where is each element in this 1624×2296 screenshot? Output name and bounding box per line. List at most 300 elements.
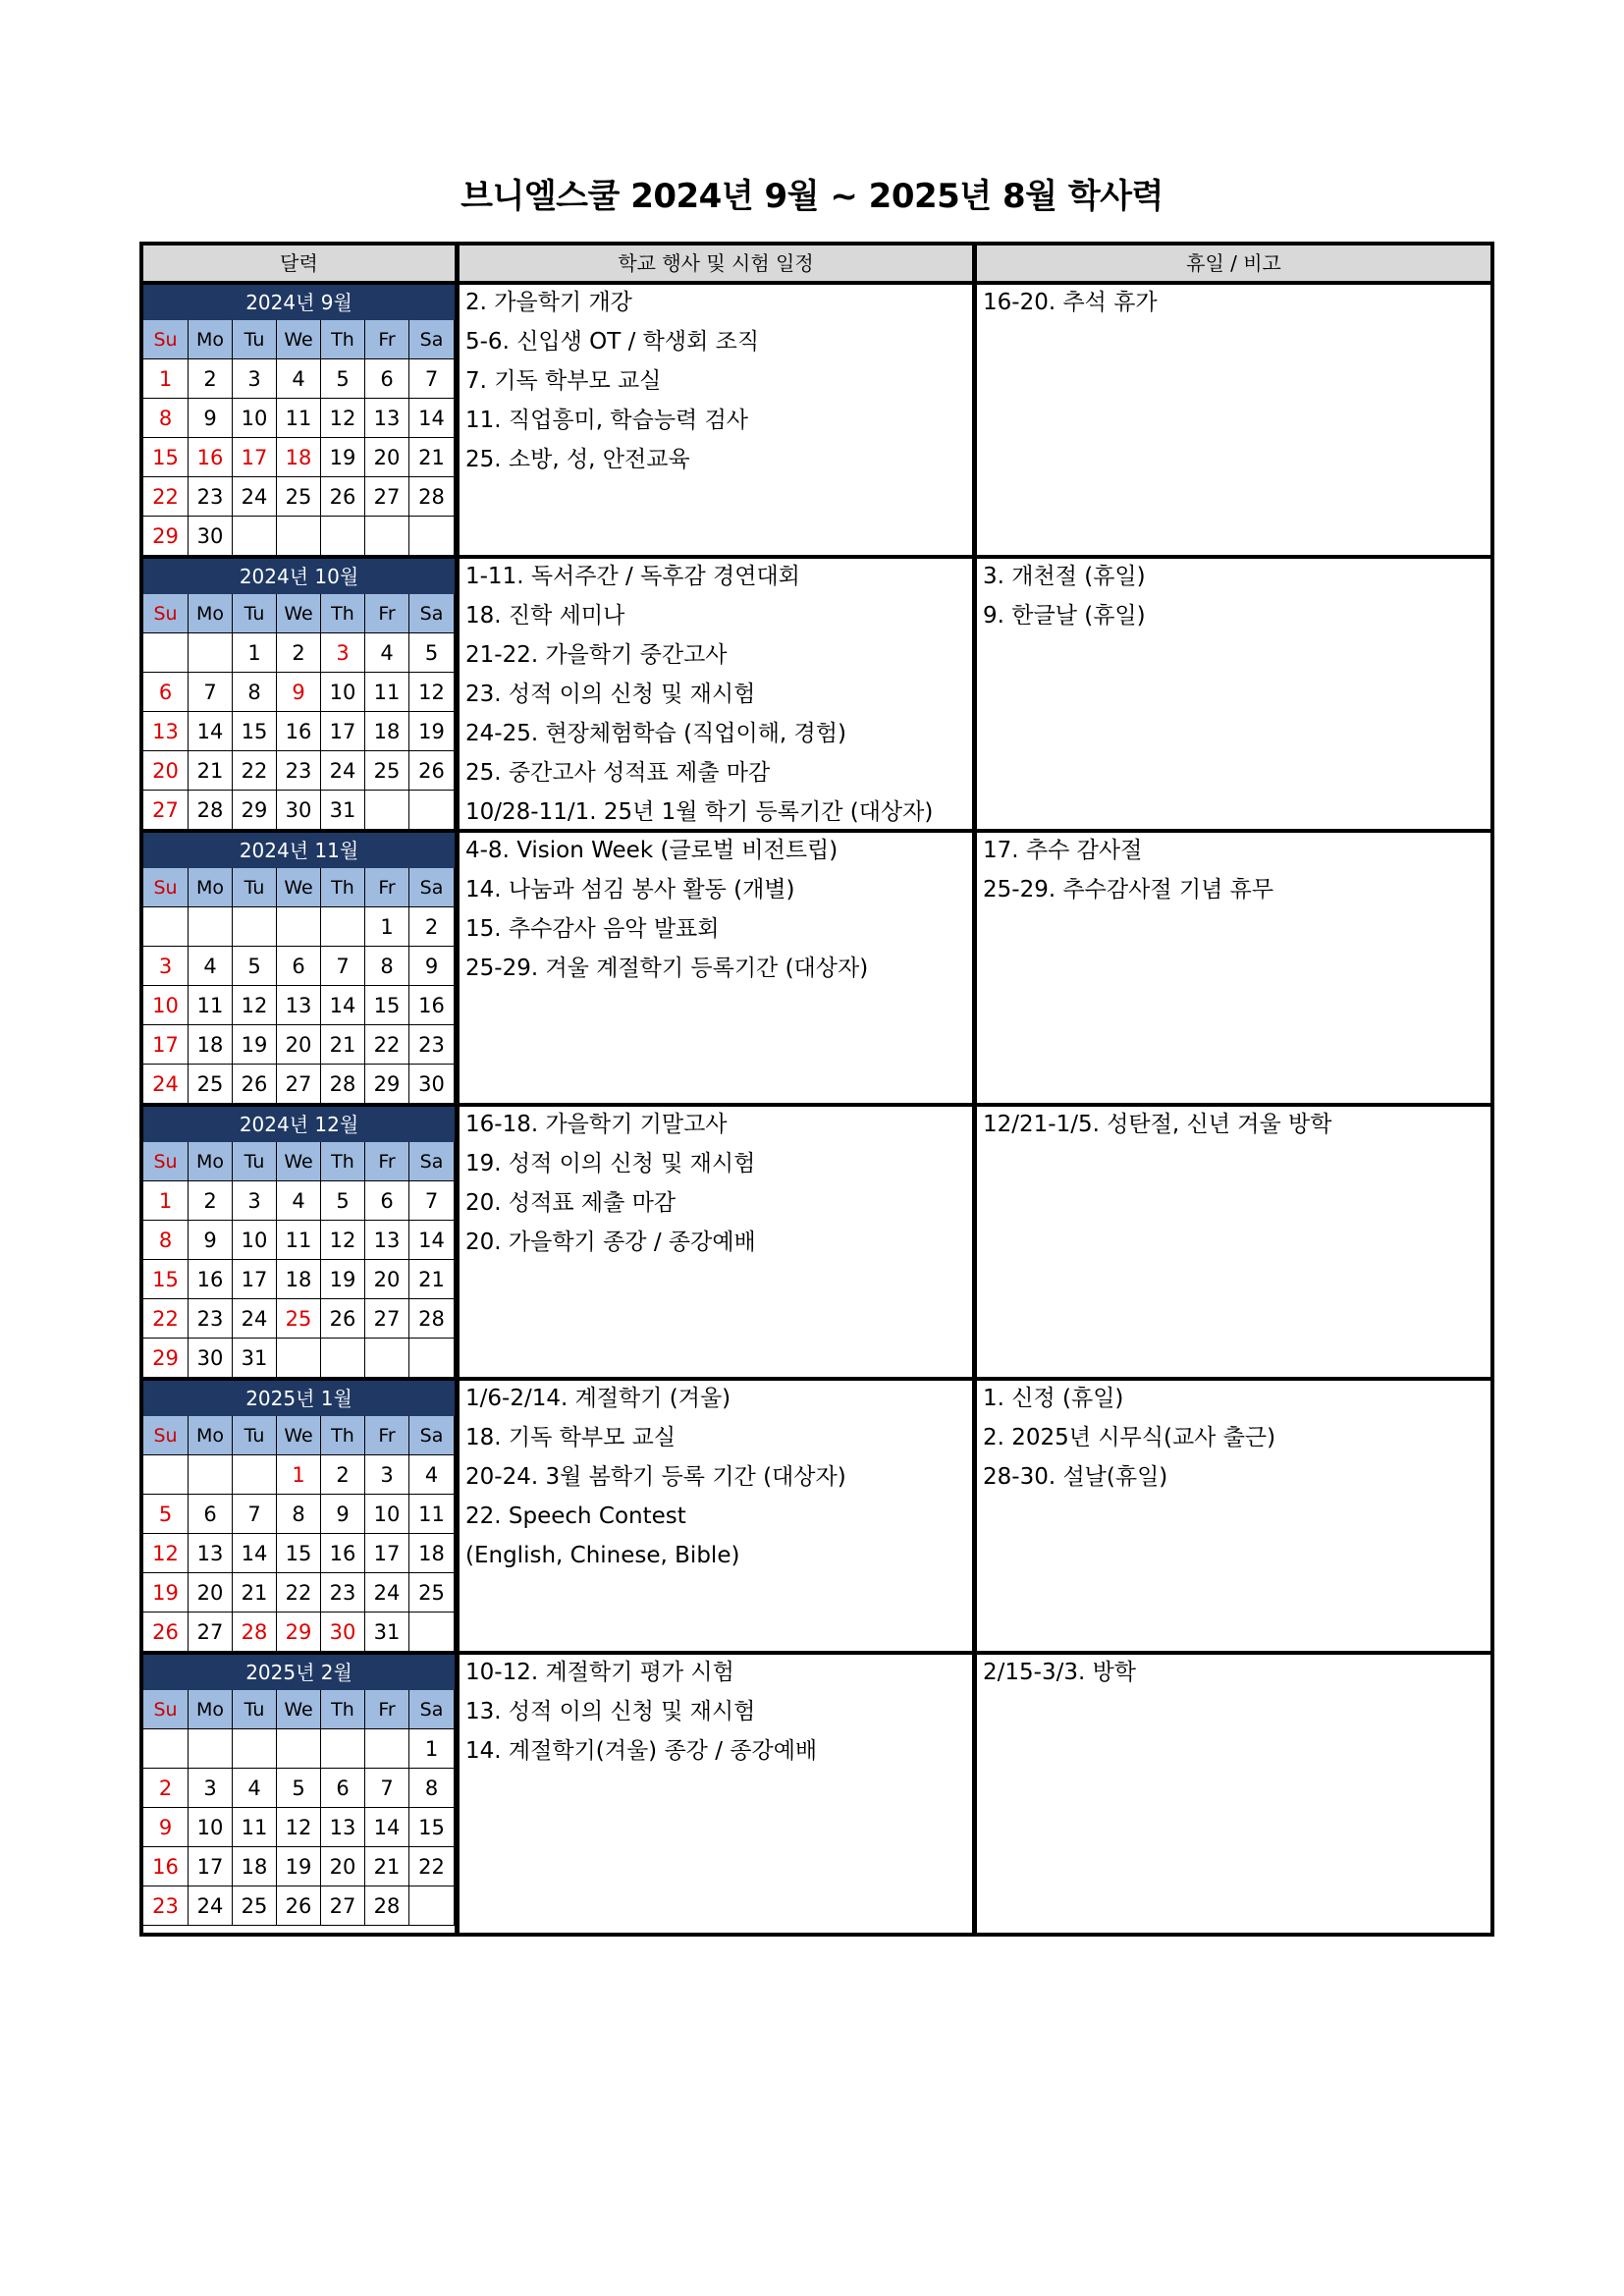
day-cell: 6	[365, 359, 409, 399]
day-cell: 8	[143, 399, 189, 438]
day-cell: 6	[321, 1769, 365, 1808]
empty-day-cell	[143, 1455, 189, 1495]
day-cell: 14	[365, 1808, 409, 1847]
month-label: 2025년 1월	[143, 1381, 455, 1416]
month-calendar	[143, 833, 455, 1103]
weekday-header: Su	[143, 320, 189, 359]
day-cell: 18	[277, 438, 321, 477]
day-cell: 6	[189, 1495, 233, 1534]
day-cell: 5	[321, 359, 365, 399]
day-cell: 4	[277, 359, 321, 399]
day-cell: 15	[409, 1808, 455, 1847]
empty-day-cell	[409, 791, 455, 830]
day-cell: 4	[409, 1455, 455, 1495]
day-cell: 11	[277, 399, 321, 438]
day-cell: 27	[277, 1065, 321, 1104]
day-cell: 7	[233, 1495, 277, 1534]
empty-day-cell	[189, 633, 233, 673]
day-cell: 19	[233, 1025, 277, 1065]
weekday-header: Sa	[409, 1690, 455, 1729]
day-cell: 29	[277, 1613, 321, 1652]
day-cell: 1	[409, 1729, 455, 1769]
day-cell: 31	[233, 1339, 277, 1378]
day-cell: 12	[321, 1221, 365, 1260]
empty-day-cell	[277, 1339, 321, 1378]
day-cell: 11	[409, 1495, 455, 1534]
event-item: 24-25. 현장체험학습 (직업이해, 경험)	[465, 721, 846, 746]
event-item: 25. 소방, 성, 안전교육	[465, 447, 690, 472]
event-item: 7. 기독 학부모 교실	[465, 368, 662, 394]
day-cell: 25	[277, 1299, 321, 1339]
weekday-header: We	[277, 594, 321, 633]
empty-day-cell	[409, 1613, 455, 1652]
day-cell: 12	[233, 986, 277, 1025]
day-cell: 16	[321, 1534, 365, 1573]
event-item: 19. 성적 이의 신청 및 재시험	[465, 1151, 756, 1176]
day-cell: 24	[365, 1573, 409, 1613]
day-cell: 20	[365, 438, 409, 477]
day-cell: 25	[233, 1886, 277, 1926]
weekday-header: We	[277, 1142, 321, 1181]
day-cell: 17	[233, 438, 277, 477]
weekday-header: Tu	[233, 868, 277, 907]
empty-day-cell	[189, 907, 233, 947]
weekday-header: Fr	[365, 594, 409, 633]
day-cell: 28	[321, 1065, 365, 1104]
empty-day-cell	[143, 1729, 189, 1769]
day-cell: 23	[143, 1886, 189, 1926]
day-cell: 20	[189, 1573, 233, 1613]
empty-day-cell	[143, 633, 189, 673]
day-cell: 9	[143, 1808, 189, 1847]
month-calendar	[143, 1381, 455, 1651]
day-cell: 7	[365, 1769, 409, 1808]
event-item: 2. 가을학기 개강	[465, 290, 632, 315]
day-cell: 28	[365, 1886, 409, 1926]
day-cell: 6	[277, 947, 321, 986]
day-cell: 5	[321, 1181, 365, 1221]
day-cell: 27	[321, 1886, 365, 1926]
day-cell: 15	[143, 1260, 189, 1299]
day-cell: 13	[365, 1221, 409, 1260]
day-cell: 13	[277, 986, 321, 1025]
column-divider-events	[972, 246, 977, 1933]
day-cell: 28	[233, 1613, 277, 1652]
day-cell: 3	[233, 1181, 277, 1221]
day-cell: 14	[409, 1221, 455, 1260]
day-cell: 7	[409, 359, 455, 399]
day-cell: 18	[233, 1847, 277, 1886]
day-cell: 30	[409, 1065, 455, 1104]
weekday-header: Sa	[409, 1142, 455, 1181]
holiday-item: 2. 2025년 시무식(교사 출근)	[983, 1425, 1276, 1450]
day-cell: 24	[321, 751, 365, 791]
empty-day-cell	[365, 1339, 409, 1378]
empty-day-cell	[321, 907, 365, 947]
event-item: 10-12. 계절학기 평가 시험	[465, 1660, 734, 1685]
day-cell: 12	[277, 1808, 321, 1847]
day-cell: 22	[143, 477, 189, 517]
day-cell: 18	[409, 1534, 455, 1573]
day-cell: 26	[321, 1299, 365, 1339]
day-cell: 22	[409, 1847, 455, 1886]
empty-day-cell	[277, 1729, 321, 1769]
day-cell: 13	[321, 1808, 365, 1847]
month-label: 2024년 12월	[143, 1107, 455, 1142]
day-cell: 27	[143, 791, 189, 830]
day-cell: 11	[277, 1221, 321, 1260]
event-item: 10/28-11/1. 25년 1월 학기 등록기간 (대상자)	[465, 799, 934, 825]
day-cell: 12	[143, 1534, 189, 1573]
month-label: 2025년 2월	[143, 1655, 455, 1690]
day-cell: 13	[143, 712, 189, 751]
day-cell: 17	[143, 1025, 189, 1065]
day-cell: 6	[143, 673, 189, 712]
day-cell: 24	[189, 1886, 233, 1926]
weekday-header: Sa	[409, 320, 455, 359]
day-cell: 4	[233, 1769, 277, 1808]
event-item: 18. 기독 학부모 교실	[465, 1425, 677, 1450]
event-item: 4-8. Vision Week (글로벌 비전트립)	[465, 838, 839, 863]
day-cell: 21	[365, 1847, 409, 1886]
day-cell: 26	[233, 1065, 277, 1104]
day-cell: 23	[189, 1299, 233, 1339]
empty-day-cell	[365, 517, 409, 556]
month-calendar	[143, 285, 455, 555]
day-cell: 21	[321, 1025, 365, 1065]
day-cell: 15	[143, 438, 189, 477]
weekday-header: Tu	[233, 1142, 277, 1181]
weekday-header: Tu	[233, 1690, 277, 1729]
month-label: 2024년 9월	[143, 285, 455, 320]
event-item: 20-24. 3월 봄학기 등록 기간 (대상자)	[465, 1464, 846, 1490]
weekday-header: Fr	[365, 1416, 409, 1455]
day-cell: 14	[321, 986, 365, 1025]
weekday-header: Mo	[189, 1142, 233, 1181]
day-cell: 15	[233, 712, 277, 751]
day-cell: 18	[277, 1260, 321, 1299]
empty-day-cell	[409, 1886, 455, 1926]
day-cell: 4	[189, 947, 233, 986]
day-cell: 5	[409, 633, 455, 673]
weekday-header: Fr	[365, 320, 409, 359]
day-cell: 25	[189, 1065, 233, 1104]
day-cell: 14	[233, 1534, 277, 1573]
empty-day-cell	[409, 517, 455, 556]
day-cell: 15	[365, 986, 409, 1025]
day-cell: 7	[321, 947, 365, 986]
day-cell: 25	[409, 1573, 455, 1613]
day-cell: 30	[189, 1339, 233, 1378]
empty-day-cell	[189, 1729, 233, 1769]
day-cell: 18	[189, 1025, 233, 1065]
day-cell: 3	[143, 947, 189, 986]
weekday-header: We	[277, 868, 321, 907]
day-cell: 11	[365, 673, 409, 712]
weekday-header: Tu	[233, 1416, 277, 1455]
weekday-header: Sa	[409, 1416, 455, 1455]
day-cell: 9	[409, 947, 455, 986]
day-cell: 1	[143, 1181, 189, 1221]
day-cell: 24	[143, 1065, 189, 1104]
event-item: 1-11. 독서주간 / 독후감 경연대회	[465, 564, 800, 589]
event-item: 5-6. 신입생 OT / 학생회 조직	[465, 329, 760, 355]
day-cell: 1	[365, 907, 409, 947]
day-cell: 8	[277, 1495, 321, 1534]
day-cell: 12	[409, 673, 455, 712]
month-calendar	[143, 559, 455, 829]
day-cell: 4	[277, 1181, 321, 1221]
day-cell: 27	[189, 1613, 233, 1652]
day-cell: 7	[189, 673, 233, 712]
day-cell: 10	[321, 673, 365, 712]
day-cell: 16	[409, 986, 455, 1025]
day-cell: 15	[277, 1534, 321, 1573]
day-cell: 24	[233, 1299, 277, 1339]
day-cell: 11	[233, 1808, 277, 1847]
holiday-item: 25-29. 추수감사절 기념 휴무	[983, 877, 1274, 902]
event-item: (English, Chinese, Bible)	[465, 1543, 740, 1568]
day-cell: 26	[143, 1613, 189, 1652]
day-cell: 23	[189, 477, 233, 517]
weekday-header: Th	[321, 320, 365, 359]
empty-day-cell	[321, 517, 365, 556]
day-cell: 27	[365, 1299, 409, 1339]
holiday-item: 2/15-3/3. 방학	[983, 1660, 1137, 1685]
empty-day-cell	[409, 1339, 455, 1378]
day-cell: 30	[189, 517, 233, 556]
empty-day-cell	[233, 517, 277, 556]
weekday-header: Su	[143, 594, 189, 633]
day-cell: 30	[321, 1613, 365, 1652]
event-item: 20. 가을학기 종강 / 종강예배	[465, 1230, 756, 1255]
day-cell: 29	[143, 1339, 189, 1378]
day-cell: 1	[277, 1455, 321, 1495]
day-cell: 28	[189, 791, 233, 830]
day-cell: 21	[233, 1573, 277, 1613]
holiday-item: 17. 추수 감사절	[983, 838, 1143, 863]
day-cell: 10	[143, 986, 189, 1025]
empty-day-cell	[233, 1455, 277, 1495]
day-cell: 16	[143, 1847, 189, 1886]
weekday-header: Th	[321, 1416, 365, 1455]
month-label: 2024년 11월	[143, 833, 455, 868]
weekday-header: Su	[143, 868, 189, 907]
day-cell: 5	[143, 1495, 189, 1534]
event-item: 22. Speech Contest	[465, 1503, 686, 1529]
day-cell: 29	[143, 517, 189, 556]
day-cell: 20	[365, 1260, 409, 1299]
column-divider-calendar	[455, 246, 460, 1933]
day-cell: 21	[189, 751, 233, 791]
day-cell: 13	[189, 1534, 233, 1573]
month-calendar	[143, 1655, 455, 1925]
day-cell: 22	[277, 1573, 321, 1613]
day-cell: 8	[409, 1769, 455, 1808]
day-cell: 8	[365, 947, 409, 986]
empty-day-cell	[277, 907, 321, 947]
weekday-header: Tu	[233, 320, 277, 359]
weekday-header: Th	[321, 1142, 365, 1181]
weekday-header: Tu	[233, 594, 277, 633]
weekday-header: Th	[321, 594, 365, 633]
day-cell: 16	[277, 712, 321, 751]
day-cell: 20	[321, 1847, 365, 1886]
event-item: 25. 중간고사 성적표 제출 마감	[465, 760, 771, 786]
weekday-header: Sa	[409, 594, 455, 633]
day-cell: 19	[409, 712, 455, 751]
day-cell: 5	[233, 947, 277, 986]
day-cell: 19	[143, 1573, 189, 1613]
day-cell: 24	[233, 477, 277, 517]
day-cell: 17	[233, 1260, 277, 1299]
holiday-item: 1. 신정 (휴일)	[983, 1386, 1124, 1411]
empty-day-cell	[233, 1729, 277, 1769]
weekday-header: Th	[321, 868, 365, 907]
day-cell: 9	[321, 1495, 365, 1534]
day-cell: 16	[189, 1260, 233, 1299]
day-cell: 21	[409, 438, 455, 477]
event-item: 23. 성적 이의 신청 및 재시험	[465, 682, 756, 707]
day-cell: 3	[189, 1769, 233, 1808]
empty-day-cell	[365, 1729, 409, 1769]
day-cell: 28	[409, 1299, 455, 1339]
day-cell: 29	[365, 1065, 409, 1104]
events-column-header: 학교 행사 및 시험 일정	[460, 246, 972, 281]
weekday-header: Fr	[365, 1690, 409, 1729]
day-cell: 16	[189, 438, 233, 477]
day-cell: 5	[277, 1769, 321, 1808]
weekday-header: Mo	[189, 594, 233, 633]
day-cell: 2	[189, 1181, 233, 1221]
day-cell: 8	[143, 1221, 189, 1260]
day-cell: 8	[233, 673, 277, 712]
holiday-item: 28-30. 설날(휴일)	[983, 1464, 1168, 1490]
event-item: 25-29. 겨울 계절학기 등록기간 (대상자)	[465, 956, 869, 981]
day-cell: 9	[277, 673, 321, 712]
weekday-header: Su	[143, 1416, 189, 1455]
day-cell: 31	[321, 791, 365, 830]
day-cell: 10	[365, 1495, 409, 1534]
event-item: 13. 성적 이의 신청 및 재시험	[465, 1699, 756, 1724]
day-cell: 22	[143, 1299, 189, 1339]
day-cell: 19	[321, 1260, 365, 1299]
page-title: 브니엘스쿨 2024년 9월 ~ 2025년 8월 학사력	[460, 177, 1164, 216]
weekday-header: Mo	[189, 1416, 233, 1455]
day-cell: 10	[189, 1808, 233, 1847]
month-calendar	[143, 1107, 455, 1377]
weekday-header: Fr	[365, 868, 409, 907]
day-cell: 2	[143, 1769, 189, 1808]
weekday-header: Th	[321, 1690, 365, 1729]
day-cell: 17	[365, 1534, 409, 1573]
day-cell: 17	[189, 1847, 233, 1886]
day-cell: 22	[233, 751, 277, 791]
day-cell: 4	[365, 633, 409, 673]
day-cell: 22	[365, 1025, 409, 1065]
day-cell: 14	[189, 712, 233, 751]
weekday-header: Mo	[189, 1690, 233, 1729]
weekday-header: Su	[143, 1142, 189, 1181]
day-cell: 1	[233, 633, 277, 673]
day-cell: 12	[321, 399, 365, 438]
day-cell: 9	[189, 399, 233, 438]
day-cell: 18	[365, 712, 409, 751]
day-cell: 3	[321, 633, 365, 673]
empty-day-cell	[277, 517, 321, 556]
weekday-header: We	[277, 1690, 321, 1729]
day-cell: 23	[277, 751, 321, 791]
day-cell: 29	[233, 791, 277, 830]
day-cell: 26	[277, 1886, 321, 1926]
holiday-item: 12/21-1/5. 성탄절, 신년 겨울 방학	[983, 1112, 1332, 1137]
day-cell: 27	[365, 477, 409, 517]
holiday-item: 9. 한글날 (휴일)	[983, 603, 1146, 629]
empty-day-cell	[233, 907, 277, 947]
weekday-header: Mo	[189, 320, 233, 359]
day-cell: 19	[321, 438, 365, 477]
day-cell: 2	[277, 633, 321, 673]
empty-day-cell	[143, 907, 189, 947]
day-cell: 20	[143, 751, 189, 791]
day-cell: 3	[365, 1455, 409, 1495]
empty-day-cell	[365, 791, 409, 830]
event-item: 14. 계절학기(겨울) 종강 / 종강예배	[465, 1738, 818, 1764]
weekday-header: Su	[143, 1690, 189, 1729]
day-cell: 10	[233, 1221, 277, 1260]
day-cell: 23	[409, 1025, 455, 1065]
day-cell: 19	[277, 1847, 321, 1886]
event-item: 15. 추수감사 음악 발표회	[465, 916, 720, 942]
weekday-header: Fr	[365, 1142, 409, 1181]
empty-day-cell	[321, 1339, 365, 1378]
empty-day-cell	[321, 1729, 365, 1769]
day-cell: 14	[409, 399, 455, 438]
day-cell: 25	[277, 477, 321, 517]
academic-calendar-table	[139, 242, 1494, 1937]
weekday-header: We	[277, 320, 321, 359]
holiday-item: 3. 개천절 (휴일)	[983, 564, 1146, 589]
day-cell: 26	[409, 751, 455, 791]
event-item: 16-18. 가을학기 기말고사	[465, 1112, 728, 1137]
day-cell: 2	[409, 907, 455, 947]
day-cell: 23	[321, 1573, 365, 1613]
event-item: 1/6-2/14. 계절학기 (겨울)	[465, 1386, 731, 1411]
day-cell: 7	[409, 1181, 455, 1221]
event-item: 20. 성적표 제출 마감	[465, 1190, 677, 1216]
day-cell: 30	[277, 791, 321, 830]
event-item: 18. 진학 세미나	[465, 603, 625, 629]
event-item: 11. 직업흥미, 학습능력 검사	[465, 408, 749, 433]
day-cell: 10	[233, 399, 277, 438]
day-cell: 21	[409, 1260, 455, 1299]
calendar-column-header: 달력	[143, 246, 455, 281]
day-cell: 26	[321, 477, 365, 517]
day-cell: 1	[143, 359, 189, 399]
day-cell: 17	[321, 712, 365, 751]
day-cell: 28	[409, 477, 455, 517]
day-cell: 9	[189, 1221, 233, 1260]
event-item: 21-22. 가을학기 중간고사	[465, 642, 728, 668]
event-item: 14. 나눔과 섬김 봉사 활동 (개별)	[465, 877, 795, 902]
weekday-header: Sa	[409, 868, 455, 907]
holidays-column-header: 휴일 / 비고	[977, 246, 1490, 281]
day-cell: 2	[189, 359, 233, 399]
day-cell: 2	[321, 1455, 365, 1495]
day-cell: 31	[365, 1613, 409, 1652]
month-label: 2024년 10월	[143, 559, 455, 594]
weekday-header: We	[277, 1416, 321, 1455]
